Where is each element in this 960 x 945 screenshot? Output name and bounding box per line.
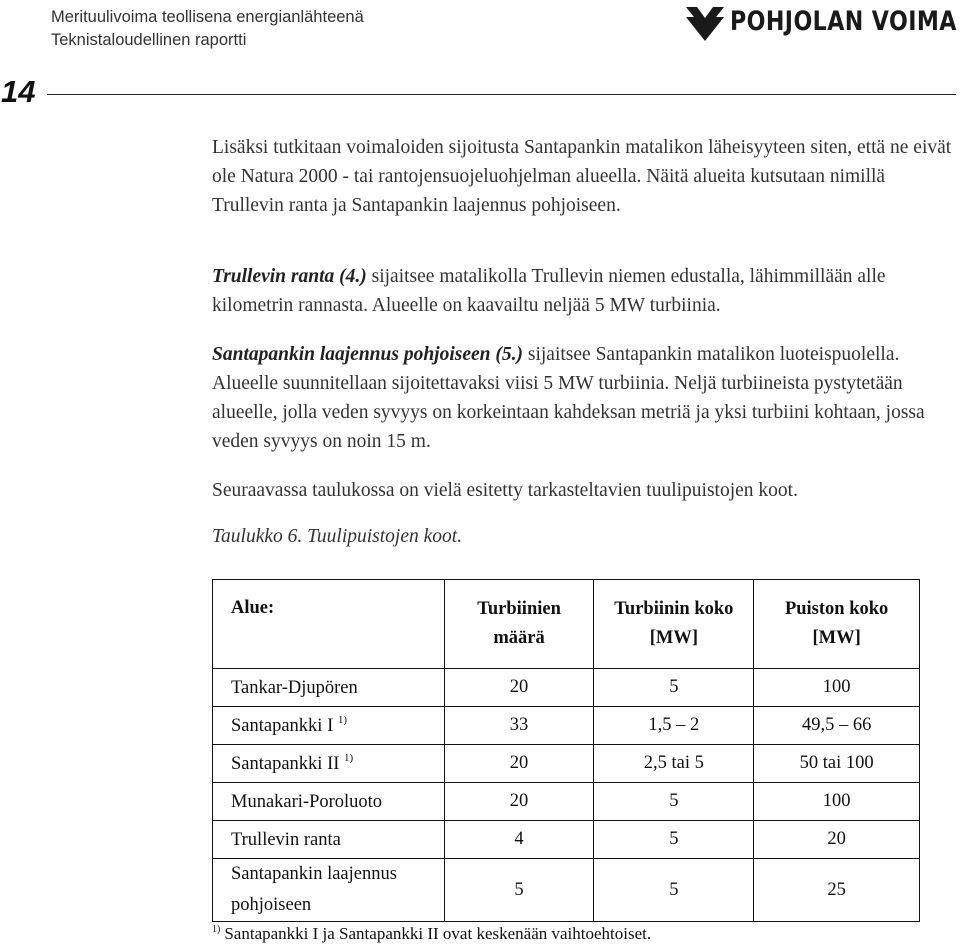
table-header-row <box>213 580 920 669</box>
area-name: Trullevin ranta <box>231 830 341 850</box>
area-name: Munakari-Poroluoto <box>231 792 383 812</box>
paragraph-4 <box>212 476 956 505</box>
footnote-ref: 1) <box>337 714 348 726</box>
cell-size: 2,5 tai 5 <box>594 745 754 783</box>
cell-area <box>213 745 445 783</box>
cell-park: 25 <box>754 859 920 922</box>
report-title: Merituulivoima teollisena energianlähteenä <box>51 8 364 26</box>
header-turbine-size: Turbiinin koko [MW] <box>594 580 754 669</box>
table-row <box>213 821 920 859</box>
cell-area <box>213 707 445 745</box>
cell-count: 20 <box>444 669 594 707</box>
cell-area <box>213 859 445 922</box>
cell-size: 1,5 – 2 <box>594 707 754 745</box>
cell-size: 5 <box>594 821 754 859</box>
cell-size: 5 <box>594 669 754 707</box>
area-name: Tankar-Djupören <box>231 678 358 698</box>
paragraph-2 <box>212 262 956 320</box>
table-row <box>213 859 920 922</box>
report-subtitle: Teknistaloudellinen raportti <box>51 31 247 49</box>
paragraph-2-lead: Trullevin ranta (4.) <box>212 266 367 287</box>
cell-park: 20 <box>754 821 920 859</box>
cell-size: 5 <box>594 783 754 821</box>
cell-count: 20 <box>444 783 594 821</box>
cell-size: 5 <box>594 859 754 922</box>
cell-area <box>213 669 445 707</box>
area-name: Santapankin laajennus pohjoiseen <box>231 864 397 915</box>
table-row <box>213 783 920 821</box>
paragraph-1 <box>212 133 956 220</box>
header-area: Alue: <box>213 580 445 669</box>
footnote-text: Santapankki I ja Santapankki II ovat keskenään vaihtoehtoiset. <box>224 924 652 943</box>
table-caption-text: Taulukko 6. Tuulipuistojen koot. <box>212 526 463 547</box>
cell-area <box>213 821 445 859</box>
cell-park: 100 <box>754 783 920 821</box>
logo-wordmark: POHJOLAN VOIMA <box>730 6 957 37</box>
cell-count: 33 <box>444 707 594 745</box>
paragraph-3-text: sijaitsee Santapankin matalikon luoteispuolella. Alueelle suunnitellaan sijoitettavaksi viisi 5 MW turbiinia. Neljä turbiineista pystytetään alueelle, jolla veden syvyys on korkeintaan kahdeksan metriä ja yksi turbiini kohtaan, jossa veden syvyys on noin 15 m. <box>212 344 925 452</box>
cell-count: 20 <box>444 745 594 783</box>
cell-park: 100 <box>754 669 920 707</box>
footnote-ref: 1) <box>344 752 354 764</box>
paragraph-2-text: sijaitsee matalikolla Trullevin niemen edustalla, lähimmillään alle kilometrin rannasta. Alueelle on kaavailtu neljää 5 MW turbiinia. <box>212 266 886 316</box>
company-logo <box>684 5 957 43</box>
table-row <box>213 745 920 783</box>
cell-park: 49,5 – 66 <box>754 707 920 745</box>
paragraph-1-text: Lisäksi tutkitaan voimaloiden sijoitusta Santapankin matalikon läheisyyteen siten, että ne eivät ole Natura 2000 - tai rantojensuojeluohjelman alueella. Näitä alueita kutsutaan nimillä Trullevin ranta ja Santapankin laajennus pohjoiseen. <box>212 137 952 216</box>
wind-park-size-table <box>212 579 920 922</box>
table-footnote <box>212 924 651 944</box>
header-rule <box>47 94 956 95</box>
header-park-size: Puiston koko [MW] <box>754 580 920 669</box>
cell-park: 50 tai 100 <box>754 745 920 783</box>
page-number: 14 <box>1 74 36 109</box>
cell-count: 5 <box>444 859 594 922</box>
header-turbine-count: Turbiinien määrä <box>444 580 594 669</box>
area-name: Santapankki I <box>231 716 334 736</box>
cell-area <box>213 783 445 821</box>
cell-count: 4 <box>444 821 594 859</box>
area-name: Santapankki II <box>231 754 340 774</box>
table-row <box>213 669 920 707</box>
paragraph-4-text: Seuraavassa taulukossa on vielä esitetty tarkasteltavien tuulipuistojen koot. <box>212 480 798 501</box>
document-header <box>51 6 364 52</box>
table-caption <box>212 522 956 551</box>
footnote-mark: 1) <box>212 924 221 935</box>
table-row <box>213 707 920 745</box>
paragraph-3-lead: Santapankin laajennus pohjoiseen (5.) <box>212 344 523 365</box>
logo-mark-icon <box>684 5 726 43</box>
paragraph-3 <box>212 340 956 456</box>
